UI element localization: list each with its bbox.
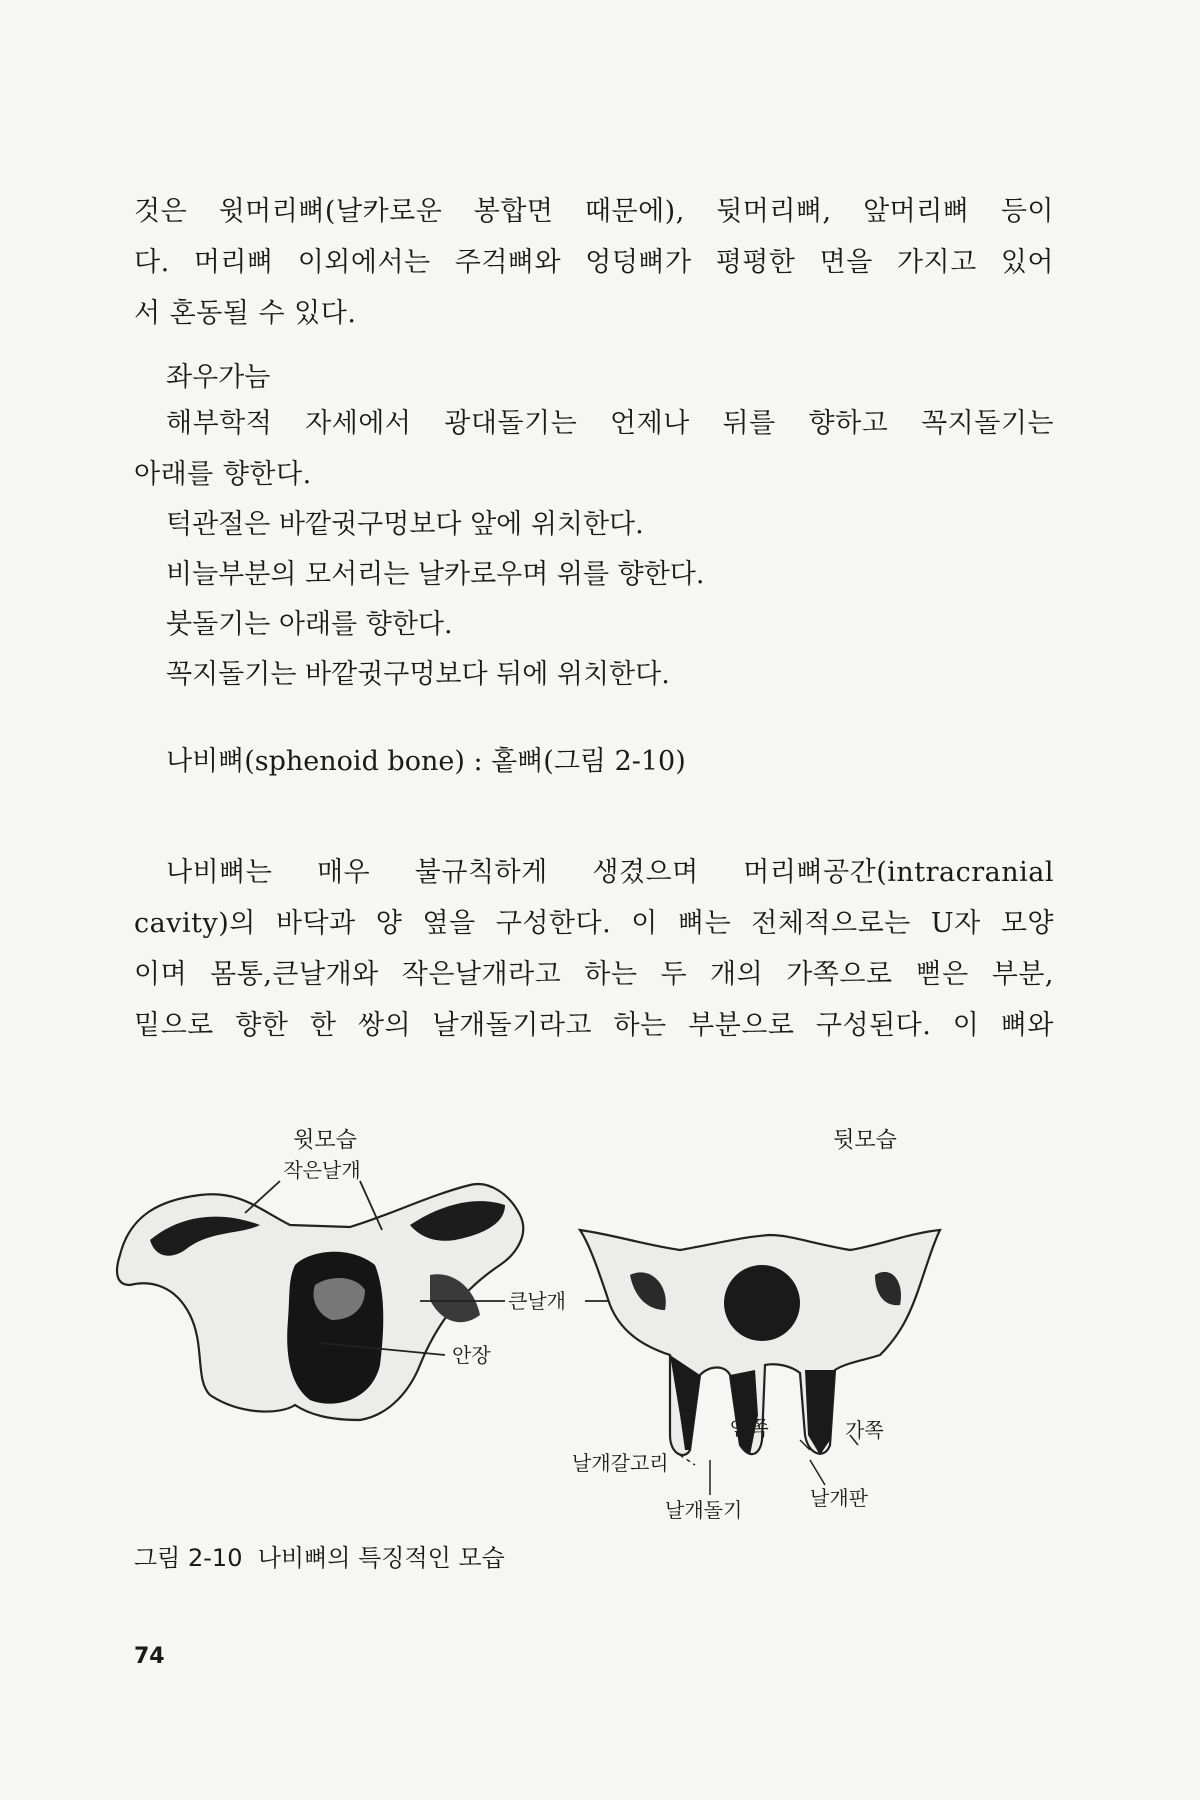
label-body: 몸통: [742, 1292, 782, 1316]
section-heading-sphenoid: 나비뼈(sphenoid bone) : 홑뼈(그림 2-10): [166, 746, 686, 777]
sphenoid-figure: [110, 1115, 1090, 1535]
label-lateral: 가쪽: [845, 1418, 884, 1442]
intro-paragraph: [134, 186, 1054, 339]
text-line: 밑으로 향한 한 쌍의 날개돌기라고 하는 부분으로 구성된다. 이 뼈와: [134, 1010, 1054, 1041]
side-paragraph-cont: [134, 449, 1054, 500]
page-number: 74: [134, 1644, 165, 1669]
label-lesser-wing: 작은날개: [283, 1158, 361, 1182]
sphenoid-top-view-illustration: [117, 1158, 523, 1420]
label-sella: 안장: [452, 1343, 491, 1367]
text-line: 아래를 향한다.: [134, 459, 312, 490]
text-line: cavity)의 바닥과 양 옆을 구성한다. 이 뼈는 전체적으로는 U자 모양: [134, 908, 1054, 939]
pterygoid-plate-leader: [810, 1460, 825, 1485]
lesser-wing-leader-left: [245, 1181, 280, 1213]
figure-caption: 그림 2-10 나비뼈의 특징적인 모습: [134, 1544, 505, 1572]
list-item: 턱관절은 바깥귓구멍보다 앞에 위치한다.: [166, 509, 644, 540]
text-line: 것은 윗머리뼈(날카로운 봉합면 때문에), 뒷머리뼈, 앞머리뼈 등이: [134, 196, 1054, 227]
label-pterygoid-hamulus: 날개갈고리: [572, 1451, 669, 1475]
text-line: 나비뼈는 매우 불규칙하게 생겼으며 머리뼈공간(intracranial: [166, 857, 1054, 888]
list-item: 붓돌기는 아래를 향한다.: [166, 609, 453, 640]
label-greater-wing: 큰날개: [508, 1289, 566, 1313]
top-view-title: 윗모습: [293, 1128, 357, 1153]
section-heading-side-determination: 좌우가늠: [166, 362, 271, 393]
list-item: 비늘부분의 모서리는 날카로우며 위를 향한다.: [166, 559, 705, 590]
text-line: 이며 몸통,큰날개와 작은날개라고 하는 두 개의 가쪽으로 뻗은 부분,: [134, 959, 1054, 990]
hamulus-leader: [680, 1455, 695, 1465]
label-pterygoid-process: 날개돌기: [665, 1498, 743, 1522]
text-line: 해부학적 자세에서 광대돌기는 언제나 뒤를 향하고 꼭지돌기는: [166, 408, 1054, 439]
back-view-title: 뒷모습: [833, 1128, 897, 1153]
label-pterygoid-plate: 날개판: [810, 1486, 868, 1510]
side-paragraph: [166, 398, 1054, 449]
label-medial: 안쪽: [730, 1416, 769, 1440]
sella-turcica-shadow: [287, 1252, 383, 1404]
sphenoid-paragraph-first: [166, 847, 1054, 898]
text-line: 서 혼동될 수 있다.: [134, 298, 357, 329]
text-line: 다. 머리뼈 이외에서는 주걱뼈와 엉덩뼈가 평평한 면을 가지고 있어: [134, 247, 1054, 278]
list-item: 꼭지돌기는 바깥귓구멍보다 뒤에 위치한다.: [166, 659, 670, 690]
sphenoid-paragraph: [134, 898, 1054, 1051]
